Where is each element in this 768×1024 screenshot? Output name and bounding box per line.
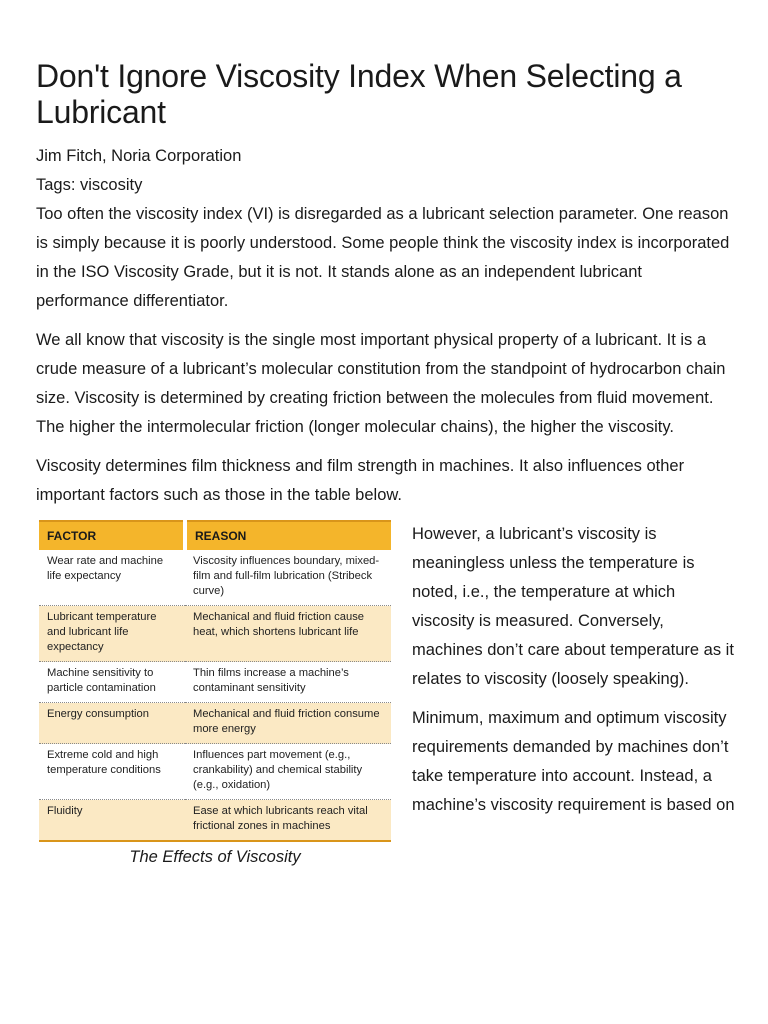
viscosity-figure [39, 520, 391, 867]
table-row [39, 550, 391, 606]
paragraph-1: Too often the viscosity index (VI) is disregarded as a lubricant selection parameter. One reason is simply because it is poorly understood. Some people think the viscosity index is incorporated in the ISO Viscosity Grade, but it is not. It stands alone as an independent lubricant performance differentiator. [36, 205, 730, 310]
factor-header: FACTOR [39, 521, 185, 550]
reason-cell: Influences part movement (e.g., crankability) and chemical stability (e.g., oxidation) [185, 744, 391, 800]
viscosity-effects-table [39, 520, 391, 842]
side-paragraph-1: However, a lubricant’s viscosity is meaningless unless the temperature is noted, i.e., the temperature at which viscosity is measured. Conversely, machines don’t care about temperature as it relates to viscosity (loosely speaking). [412, 525, 734, 688]
factor-cell: Energy consumption [39, 703, 185, 744]
document-page [36, 0, 736, 900]
reason-cell: Mechanical and fluid friction consume more energy [185, 703, 391, 744]
factor-cell: Fluidity [39, 800, 185, 842]
author-line: Jim Fitch, Noria Corporation [36, 147, 242, 165]
side-text-column [412, 520, 738, 830]
figure-and-text [36, 520, 736, 900]
side-paragraph-2: Minimum, maximum and optimum viscosity requirements demanded by machines don’t take temperature into account. Instead, a machine’s viscosity requirement is based on [412, 709, 735, 814]
factor-cell: Lubricant temperature and lubricant life expectancy [39, 606, 185, 662]
tags-line: Tags: viscosity [36, 176, 143, 194]
table-row [39, 703, 391, 744]
table-header-row [39, 521, 391, 550]
figure-caption: The Effects of Viscosity [129, 848, 301, 866]
table-row [39, 744, 391, 800]
table-row [39, 606, 391, 662]
reason-header: REASON [185, 521, 391, 550]
reason-cell: Viscosity influences boundary, mixed-film and full-film lubrication (Stribeck curve) [185, 550, 391, 606]
table-row [39, 662, 391, 703]
paragraph-2: We all know that viscosity is the single most important physical property of a lubricant. It is a crude measure of a lubricant’s molecular constitution from the standpoint of hydrocarbon chain size. Viscosity is determined by creating friction between the molecules from fluid movement. The higher the intermolecular friction (longer molecular chains), the higher the viscosity. [36, 331, 726, 436]
factor-cell: Wear rate and machine life expectancy [39, 550, 185, 606]
article-meta [36, 142, 736, 200]
reason-cell: Ease at which lubricants reach vital frictional zones in machines [185, 800, 391, 842]
paragraph-3: Viscosity determines film thickness and film strength in machines. It also influences other important factors such as those in the table below. [36, 457, 685, 504]
reason-cell: Thin films increase a machine’s contaminant sensitivity [185, 662, 391, 703]
factor-cell: Machine sensitivity to particle contamination [39, 662, 185, 703]
table-row [39, 800, 391, 842]
factor-cell: Extreme cold and high temperature conditions [39, 744, 185, 800]
article-title: Don't Ignore Viscosity Index When Selecting a Lubricant [36, 58, 682, 130]
reason-cell: Mechanical and fluid friction cause heat, which shortens lubricant life [185, 606, 391, 662]
